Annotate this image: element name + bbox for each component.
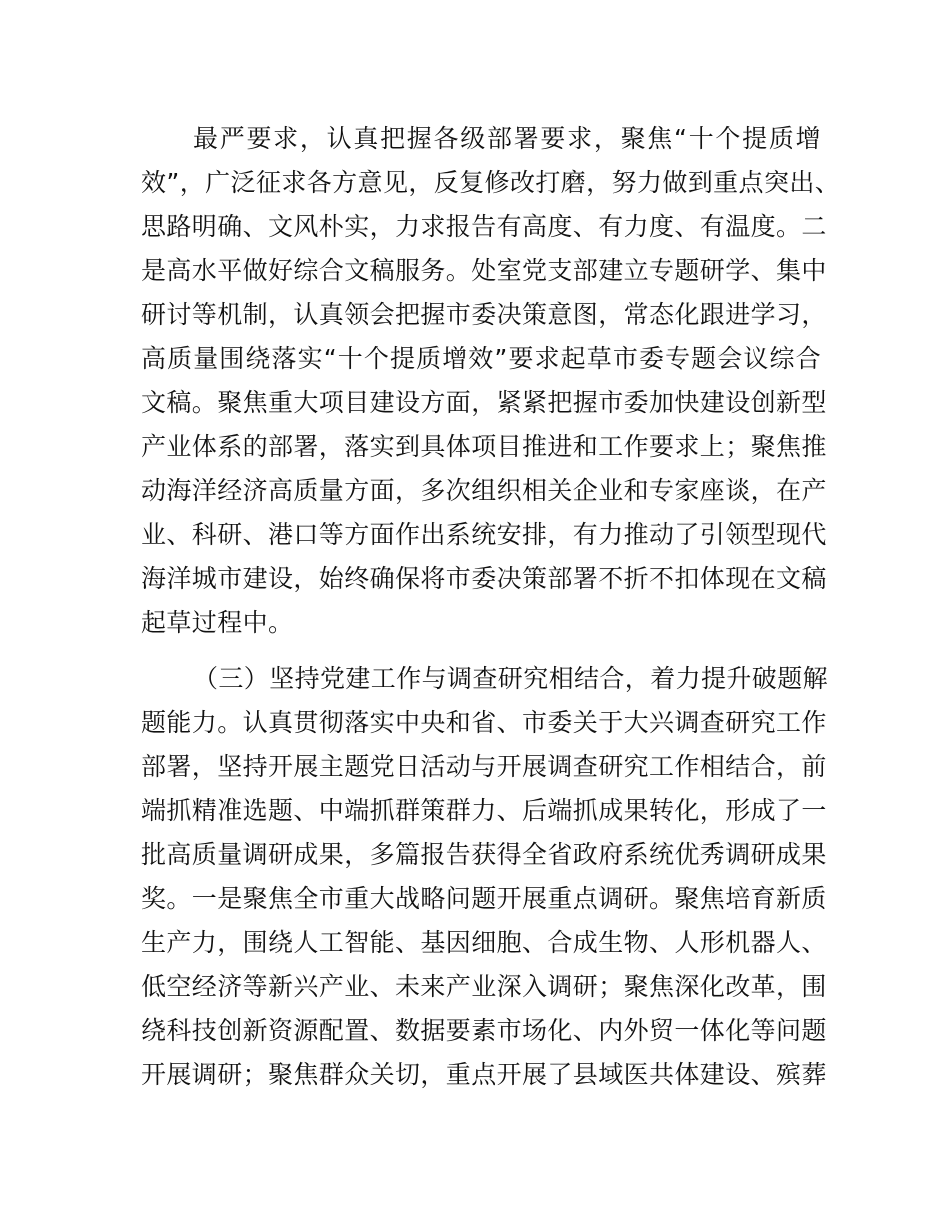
text-line: 批高质量调研成果，多篇报告获得全省政府系统优秀调研成果 (141, 840, 827, 869)
text-line: 题能力。认真贯彻落实中央和省、市委关于大兴调查研究工作 (141, 708, 827, 737)
text-line: 端抓精准选题、中端抓群策群力、后端抓成果转化，形成了一 (141, 796, 827, 825)
text-line: 业、科研、港口等方面作出系统安排，有力推动了引领型现代 (141, 520, 827, 549)
text-line: 部署，坚持开展主题党日活动与开展调查研究工作相结合，前 (141, 752, 827, 781)
text-line: 奖。一是聚焦全市重大战略问题开展重点调研。聚焦培育新质 (141, 884, 827, 913)
text-line: 思路明确、文风朴实，力求报告有高度、有力度、有温度。二 (141, 212, 827, 241)
text-line: 动海洋经济高质量方面，多次组织相关企业和专家座谈，在产 (141, 476, 827, 505)
text-line: 高质量围绕落实“十个提质增效”要求起草市委专题会议综合 (141, 344, 821, 373)
text-line: 开展调研；聚焦群众关切，重点开展了县域医共体建设、殡葬 (141, 1060, 827, 1089)
text-line: 研讨等机制，认真领会把握市委决策意图，常态化跟进学习， (141, 300, 827, 329)
text-line: 产业体系的部署，落实到具体项目推进和工作要求上；聚焦推 (141, 432, 827, 461)
text-line: 最严要求，认真把握各级部署要求，聚焦“十个提质增 (193, 124, 821, 153)
text-line: 文稿。聚焦重大项目建设方面，紧紧把握市委加快建设创新型 (141, 388, 827, 417)
text-line: （三）坚持党建工作与调查研究相结合，着力提升破题解 (193, 664, 829, 693)
text-line: 绕科技创新资源配置、数据要素市场化、内外贸一体化等问题 (141, 1016, 827, 1045)
text-line: 生产力，围绕人工智能、基因细胞、合成生物、人形机器人、 (141, 928, 827, 957)
text-line: 效”，广泛征求各方意见，反复修改打磨，努力做到重点突出、 (141, 168, 841, 197)
text-line: 低空经济等新兴产业、未来产业深入调研；聚焦深化改革，围 (141, 972, 827, 1001)
text-line: 海洋城市建设，始终确保将市委决策部署不折不扣体现在文稿 (141, 564, 827, 593)
text-line: 是高水平做好综合文稿服务。处室党支部建立专题研学、集中 (141, 256, 827, 285)
text-line: 起草过程中。 (141, 608, 294, 637)
